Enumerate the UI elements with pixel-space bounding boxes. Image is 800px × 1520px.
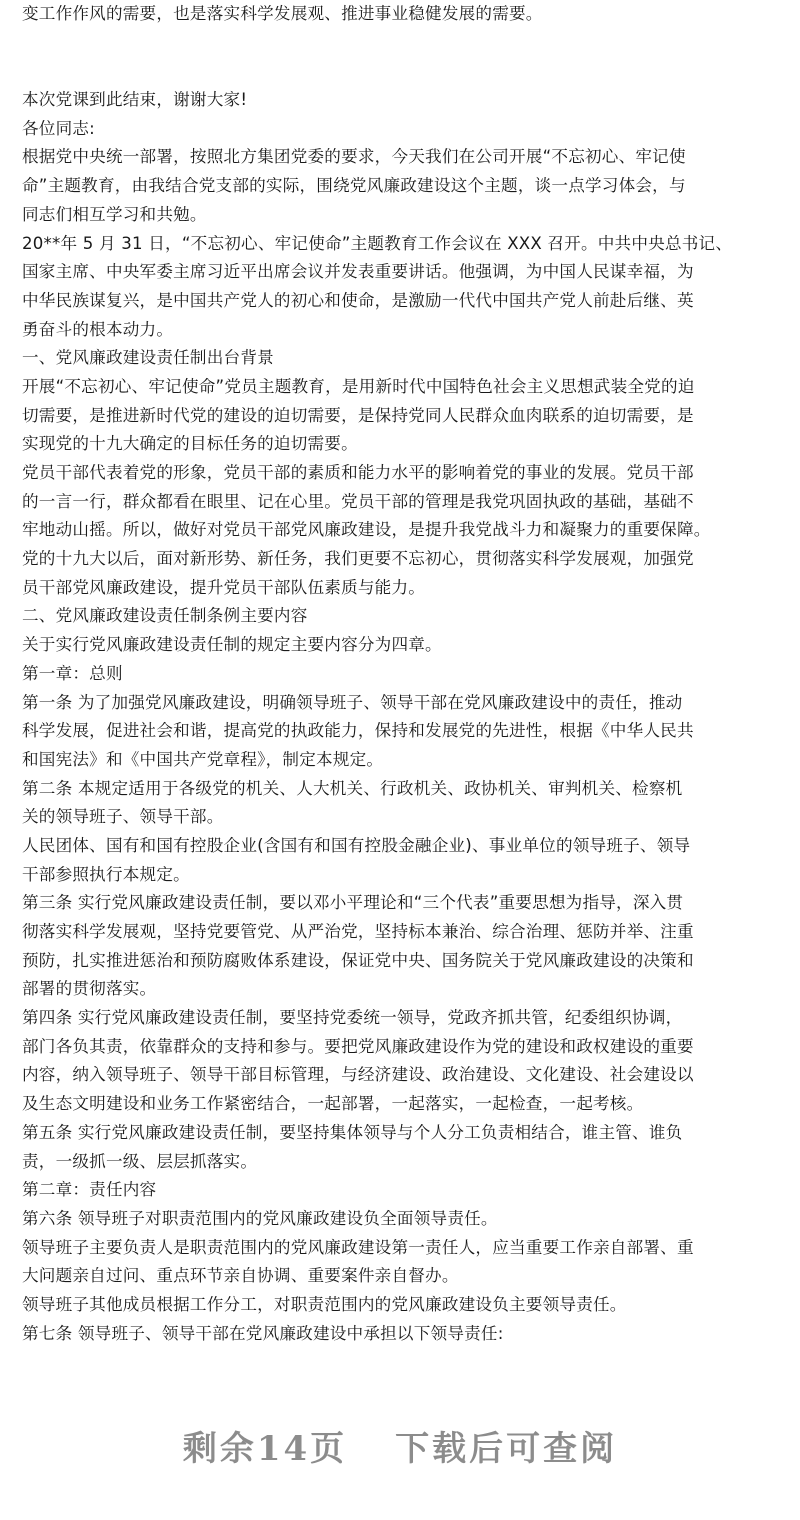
text-line: 大问题亲自过问、重点环节亲自协调、重要案件亲自督办。 bbox=[22, 1266, 459, 1286]
remaining-pages-label: 剩余14页 bbox=[182, 1428, 348, 1469]
text-line: 部署的贯彻落实。 bbox=[22, 979, 157, 999]
text-line: 内容，纳入领导班子、领导干部目标管理，与经济建设、政治建设、文化建设、社会建设以 bbox=[22, 1065, 694, 1085]
text-line: 部门各负其责，依靠群众的支持和参与。要把党风廉政建设作为党的建设和政权建设的重要 bbox=[22, 1036, 694, 1056]
text-line: 和国宪法》和《中国共产党章程》，制定本规定。 bbox=[22, 749, 384, 769]
text-line: 各位同志: bbox=[22, 118, 95, 138]
text-line: 切需要，是推进新时代党的建设的迫切需要，是保持党同人民群众血肉联系的迫切需要，是 bbox=[22, 405, 694, 425]
text-line: 二、党风廉政建设责任制条例主要内容 bbox=[22, 606, 308, 626]
text-line: 领导班子其他成员根据工作分工，对职责范围内的党风廉政建设负主要领导责任。 bbox=[22, 1294, 627, 1314]
text-line: 预防，扎实推进惩治和预防腐败体系建设，保证党中央、国务院关于党风廉政建设的决策和 bbox=[22, 950, 694, 970]
text-line: 开展“不忘初心、牢记使命”党员主题教育，是用新时代中国特色社会主义思想武装全党的迫 bbox=[22, 376, 695, 396]
blank-line bbox=[22, 29, 782, 58]
text-line: 关于实行党风廉政建设责任制的规定主要内容分为四章。 bbox=[22, 635, 442, 655]
text-line: 国家主席、中央军委主席习近平出席会议并发表重要讲话。他强调，为中国人民谋幸福，为 bbox=[22, 262, 694, 282]
text-line: 关的领导班子、领导干部。 bbox=[22, 807, 224, 827]
text-line: 根据党中央统一部署，按照北方集团党委的要求，今天我们在公司开展“不忘初心、牢记使 bbox=[22, 147, 686, 167]
text-line: 责，一级抓一级、层层抓落实。 bbox=[22, 1151, 258, 1171]
text-line: 领导班子主要负责人是职责范围内的党风廉政建设第一责任人，应当重要工作亲自部署、重 bbox=[22, 1237, 694, 1257]
text-line: 第二章：责任内容 bbox=[22, 1180, 157, 1200]
text-line: 第七条 领导班子、领导干部在党风廉政建设中承担以下领导责任: bbox=[22, 1323, 504, 1343]
text-line: 党的十九大以后，面对新形势、新任务，我们更要不忘初心，贯彻落实科学发展观，加强党 bbox=[22, 549, 694, 569]
text-line: 第三条 实行党风廉政建设责任制，要以邓小平理论和“三个代表”重要思想为指导，深入贯 bbox=[22, 893, 684, 913]
text-line: 员干部党风廉政建设，提升党员干部队伍素质与能力。 bbox=[22, 577, 426, 597]
text-line: 党员干部代表着党的形象，党员干部的素质和能力水平的影响着党的事业的发展。党员干部 bbox=[22, 463, 694, 482]
text-line: 第四条 实行党风廉政建设责任制，要坚持党委统一领导，党政齐抓共管，纪委组织协调， bbox=[22, 1008, 683, 1028]
download-banner[interactable] bbox=[0, 1410, 800, 1480]
text-line: 人民团体、国有和国有控股企业(含国有和国有控股金融企业)、事业单位的领导班子、领导 bbox=[22, 835, 691, 855]
text-line: 牢地动山摇。所以，做好对党员干部党风廉政建设，是提升我党战斗力和凝聚力的重要保障。 bbox=[22, 520, 711, 540]
text-line: 的一言一行，群众都看在眼里、记在心里。党员干部的管理是我党巩固执政的基础，基础不 bbox=[22, 491, 694, 511]
text-line: 第五条 实行党风廉政建设责任制，要坚持集体领导与个人分工负责相结合，谁主管、谁负 bbox=[22, 1122, 683, 1142]
text-line: 第六条 领导班子对职责范围内的党风廉政建设负全面领导责任。 bbox=[22, 1208, 498, 1228]
text-line: 命”主题教育，由我结合党支部的实际，围绕党风廉政建设这个主题，谈一点学习体会，与 bbox=[22, 176, 686, 196]
text-line: 干部参照执行本规定。 bbox=[22, 864, 190, 884]
text-line: 勇奋斗的根本动力。 bbox=[22, 319, 174, 339]
text-line: 一、党风廉政建设责任制出台背景 bbox=[22, 348, 274, 368]
text-line: 第一章：总则 bbox=[22, 663, 123, 683]
text-line: 第一条 为了加强党风廉政建设，明确领导班子、领导干部在党风廉政建设中的责任，推动 bbox=[22, 692, 683, 712]
document-page bbox=[22, 0, 782, 1400]
text-line: 科学发展，促进社会和谐，提高党的执政能力，保持和发展党的先进性，根据《中华人民共 bbox=[22, 721, 694, 741]
text-line: 实现党的十九大确定的目标任务的迫切需要。 bbox=[22, 434, 358, 454]
blank-line bbox=[22, 57, 782, 86]
text-line: 变工作作风的需要，也是落实科学发展观、推进事业稳健发展的需要。 bbox=[22, 4, 543, 23]
text-line: 彻落实科学发展观，坚持党要管党、从严治党，坚持标本兼治、综合治理、惩防并举、注重 bbox=[22, 922, 694, 941]
text-line: 20**年 5 月 31 日，“不忘初心、牢记使命”主题教育工作会议在 XXX 召开。中共中央总书记、 bbox=[22, 233, 733, 253]
text-line: 第二条 本规定适用于各级党的机关、人大机关、行政机关、政协机关、审判机关、检察机 bbox=[22, 778, 683, 798]
text-line: 中华民族谋复兴，是中国共产党人的初心和使命，是激励一代代中国共产党人前赴后继、英 bbox=[22, 290, 694, 310]
text-line: 同志们相互学习和共勉。 bbox=[22, 204, 207, 224]
text-line: 及生态文明建设和业务工作紧密结合，一起部署，一起落实，一起检查，一起考核。 bbox=[22, 1094, 644, 1114]
download-to-view-label: 下载后可查阅 bbox=[395, 1428, 618, 1469]
text-line: 本次党课到此结束，谢谢大家! bbox=[22, 90, 248, 110]
